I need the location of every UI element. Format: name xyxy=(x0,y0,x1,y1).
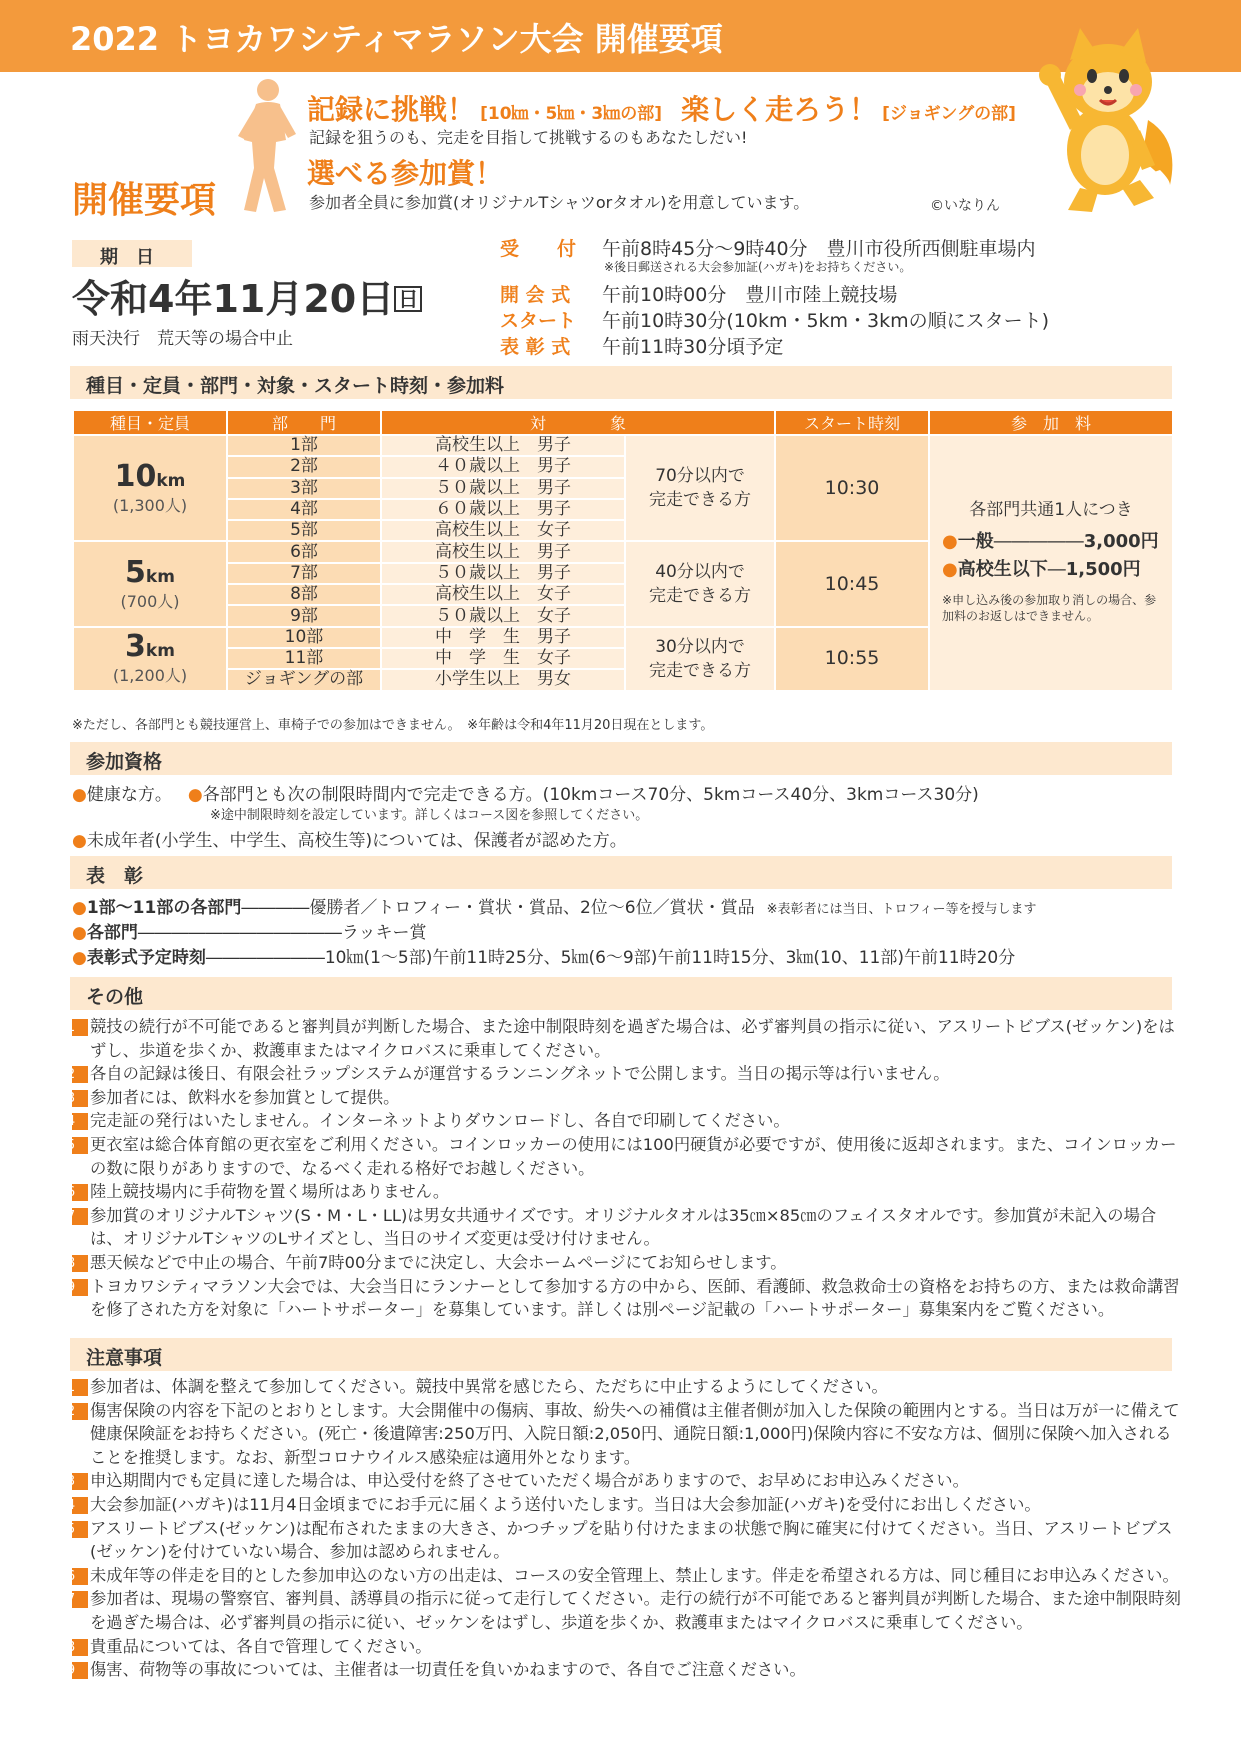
schedule-awards: 表 彰 式 午前11時30分頃予定 xyxy=(500,336,784,358)
schedule-opening: 開 会 式 午前10時00分 豊川市陸上競技場 xyxy=(500,284,898,306)
event-capacity: (700人) xyxy=(120,591,180,611)
runner-silhouette-icon xyxy=(226,78,306,216)
fee-cell xyxy=(929,435,1173,691)
list-item: 7 参加者は、現場の警察官、審判員、誘導員の指示に従って走行してください。走行の続行が不可能であると審判員が判断した場合、また途中制限時刻を過ぎた場合は、必ず審判員の指示に従い、ゼッケンをはずし、歩道を歩くか、救護車またはマイクロバスに乗車してください。 xyxy=(66,1589,1181,1632)
eligibility-item: ●健康な方。 ●各部門とも次の制限時間内で完走できる方。(10kmコース70分、5kmコース40分、3kmコース30分) xyxy=(72,785,979,805)
list-item: 6 未成年等の伴走を目的とした参加申込のない方の出走は、コースの安全管理上、禁止します。伴走を希望される方は、同じ種目にお申込みください。 xyxy=(66,1565,1179,1585)
header-fee: 参 加 料 xyxy=(929,410,1173,435)
list-item: 1 競技の続行が不可能であると審判員が判断した場合、また途中制限時刻を過ぎた場合は、必ず審判員の指示に従い、アスリートビブス(ゼッケン)をはずし、歩道を歩くか、救護車またはマイクロバスに乗車してください。 xyxy=(66,1017,1175,1060)
division-cell: 2部 xyxy=(227,456,381,477)
list-item: 2 傷害保険の内容を下記のとおりとします。大会開催中の傷病、事故、紛失への補償は主催者側が加入した保険の範囲内とする。当日は万が一に備えて健康保険証をお持ちください。(死亡・後遺障害:250万円、入院日額:2,050円、通院日額:1,000円)保険内容に不安な方は、個別に保険へ加入されることを推奨します。なお、新型コロナウイルス感染症は適用外となります。 xyxy=(66,1400,1180,1467)
division-cell: 10部 xyxy=(227,627,381,648)
header-division: 部 門 xyxy=(227,410,381,435)
cautions-section-header: 注意事項 xyxy=(70,1338,1172,1371)
event-distance: 10km xyxy=(114,458,186,494)
list-item: 1 参加者は、体調を整えて参加してください。競技中異常を感じたら、ただちに中止するようにしてください。 xyxy=(66,1377,888,1396)
item-number: 8 xyxy=(72,1639,88,1656)
event-distance-cell xyxy=(73,541,227,626)
fee-general: ●一般―――――3,000円 xyxy=(942,531,1159,553)
target-cell: 高校生以上 男子 xyxy=(381,435,625,456)
list-item: 5 更衣室は総合体育館の更衣室をご利用ください。コインロッカーの使用には100円硬貨が必要ですが、使用後に返却されます。また、コインロッカーの数に限りがありますので、なるべく走れる格好でお越しください。 xyxy=(66,1134,1177,1178)
eligibility-list xyxy=(72,780,979,850)
mascot-credit: ©いなりん xyxy=(930,198,1000,214)
schedule-list xyxy=(500,234,1049,358)
start-time-cell: 10:30 xyxy=(775,435,929,541)
event-weekday: 日 xyxy=(394,286,422,312)
eligibility-note: ※途中制限時刻を設定しています。詳しくはコース図を参照してください。 xyxy=(210,808,649,823)
list-item: 9 トヨカワシティマラソン大会では、大会当日にランナーとして参加する方の中から、医師、看護師、救急救命士の資格をお持ちの方、または救命講習を修了された方を対象に「ハートサポーター」を募集しています。詳しくは別ページ記載の「ハートサポーター」募集案内をご覧ください。 xyxy=(66,1276,1180,1320)
list-item: 4 完走証の発行はいたしません。インターネットよりダウンロードし、各自で印刷してください。 xyxy=(66,1111,790,1131)
event-distance: 5km xyxy=(125,554,175,590)
division-cell: 3部 xyxy=(227,478,381,499)
award-row: ●各部門――――――――――――ラッキー賞 xyxy=(72,923,427,943)
challenge-title: 記録に挑戦！ xyxy=(307,93,476,126)
division-cell: 4部 xyxy=(227,499,381,520)
schedule-reception: 受 付 午前8時45分〜9時40分 豊川市役所西側駐車場内 xyxy=(500,238,1036,260)
eligibility-section-header: 参加資格 xyxy=(70,742,1172,775)
schedule-reception-note: ※後日郵送される大会参加証(ハガキ)をお持ちください。 xyxy=(604,260,912,274)
mascot-fox-icon xyxy=(1030,20,1180,220)
events-footnote: ※ただし、各部門とも競技運営上、車椅子での参加はできません。 ※年齢は令和4年11月20日現在とします。 xyxy=(72,718,714,733)
event-distance-cell xyxy=(73,435,227,541)
list-item: 5 アスリートビブス(ゼッケン)は配布されたままの大きさ、かつチップを貼り付けたままの状態で胸に確実に付けてください。当日、アスリートビブス(ゼッケン)を付けていない場合、参加は認められません。 xyxy=(66,1518,1173,1562)
time-limit-cell: 30分以内で 完走できる方 xyxy=(625,627,775,691)
caution-list xyxy=(66,1375,1182,1682)
division-cell: 1部 xyxy=(227,435,381,456)
other-list xyxy=(66,1015,1182,1322)
fun-title: 楽しく走ろう！ xyxy=(681,93,878,126)
list-item: 8 貴重品については、各自で管理してください。 xyxy=(66,1636,432,1656)
list-item: 6 陸上競技場内に手荷物を置く場所はありません。 xyxy=(66,1182,450,1202)
fee-note: ※申し込み後の参加取り消しの場合、参加料のお返しはできません。 xyxy=(942,593,1157,624)
list-item: 3 申込期間内でも定員に達した場合は、申込受付を終了させていただく場合がありますので、お早めにお申込みください。 xyxy=(66,1471,969,1491)
item-number: 2 xyxy=(72,1403,88,1420)
list-item: 2 各自の記録は後日、有限会社ラップシステムが運営するランニングネットで公開します。当日の掲示等は行いません。 xyxy=(66,1064,950,1084)
hero-headline xyxy=(307,88,1016,128)
item-number: 3 xyxy=(72,1473,88,1490)
target-cell: ６０歳以上 男子 xyxy=(381,499,625,520)
item-number: 1 xyxy=(72,1379,88,1396)
division-cell: ジョギングの部 xyxy=(227,669,381,690)
list-item: 7 参加賞のオリジナルTシャツ(S・M・L・LL)は男女共通サイズです。オリジナルタオルは35㎝×85㎝のフェイスタオルです。参加賞が未記入の場合は、オリジナルTシャツのLサイズとし、当日のサイズ変更は受け付けません。 xyxy=(66,1205,1157,1249)
event-distance: 3km xyxy=(125,629,175,665)
awards-list xyxy=(72,893,1036,968)
target-cell: ４０歳以上 男子 xyxy=(381,456,625,477)
division-cell: 7部 xyxy=(227,563,381,584)
event-date-value: 令和4年11月20日 xyxy=(72,277,395,321)
target-cell: 中 学 生 男子 xyxy=(381,627,625,648)
target-cell: 小学生以上 男女 xyxy=(381,669,625,690)
schedule-start: スタート 午前10時30分(10km・5km・3kmの順にスタート) xyxy=(500,310,1050,332)
date-label: 期 日 xyxy=(100,247,154,268)
item-number: 6 xyxy=(72,1184,88,1201)
time-limit-cell: 40分以内で 完走できる方 xyxy=(625,541,775,626)
item-number: 7 xyxy=(72,1591,88,1608)
item-number: 9 xyxy=(72,1662,88,1679)
target-cell: 高校生以上 女子 xyxy=(381,584,625,605)
list-item: 3 参加者には、飲料水を参加賞として提供。 xyxy=(66,1087,400,1107)
fun-sub: [ジョギングの部] xyxy=(882,104,1016,124)
challenge-desc: 記録を狙うのも、完走を目指して挑戦するのもあなたしだい! xyxy=(309,128,748,147)
other-section-header: その他 xyxy=(70,977,1172,1010)
date-note: 雨天決行 荒天等の場合中止 xyxy=(72,329,293,349)
event-capacity: (1,300人) xyxy=(112,495,188,515)
fee-student: ●高校生以下―1,500円 xyxy=(942,559,1141,581)
awards-section-header: 表 彰 xyxy=(70,856,1172,889)
list-item: 4 大会参加証(ハガキ)は11月4日金頃までにお手元に届くよう送付いたします。当日は大会参加証(ハガキ)を受付にお出しください。 xyxy=(66,1494,1041,1514)
list-item: 9 傷害、荷物等の事故については、主催者は一切責任を負いかねますので、各自でご注意ください。 xyxy=(66,1660,806,1680)
prize-desc: 参加者全員に参加賞(オリジナルTシャツorタオル)を用意しています。 xyxy=(309,193,810,212)
division-cell: 6部 xyxy=(227,541,381,562)
item-number: 1 xyxy=(72,1019,88,1036)
item-number: 7 xyxy=(72,1208,88,1225)
item-number: 4 xyxy=(72,1113,88,1130)
event-date xyxy=(72,268,422,323)
page-title: 2022 トヨカワシティマラソン大会 開催要項 xyxy=(70,20,723,58)
prize-title: 選べる参加賞！ xyxy=(307,157,504,190)
list-item: 8 悪天候などで中止の場合、午前7時00分までに決定し、大会ホームページにてお知らせします。 xyxy=(66,1252,787,1272)
event-table xyxy=(72,409,1174,692)
division-cell: 9部 xyxy=(227,605,381,626)
hero-heading: 開催要項 xyxy=(72,180,217,221)
header-event: 種目・定員 xyxy=(73,410,227,435)
time-limit-cell: 70分以内で 完走できる方 xyxy=(625,435,775,541)
event-capacity: (1,200人) xyxy=(112,666,188,686)
division-cell: 5部 xyxy=(227,520,381,541)
header-start: スタート時刻 xyxy=(775,410,929,435)
table-row xyxy=(73,435,1173,456)
target-cell: 中 学 生 女子 xyxy=(381,648,625,669)
target-cell: ５０歳以上 男子 xyxy=(381,478,625,499)
item-number: 5 xyxy=(72,1521,88,1538)
item-number: 3 xyxy=(72,1090,88,1107)
award-row: ●1部〜11部の各部門――――優勝者／トロフィー・賞状・賞品、2位〜6位／賞状・賞品 ※表彰者には当日、トロフィー等を授与します xyxy=(72,898,1037,918)
header-target: 対 象 xyxy=(381,410,775,435)
table-header-row xyxy=(73,410,1173,435)
date-label-box xyxy=(72,240,192,267)
target-cell: 高校生以上 男子 xyxy=(381,541,625,562)
start-time-cell: 10:45 xyxy=(775,541,929,626)
item-number: 8 xyxy=(72,1255,88,1272)
event-distance-cell xyxy=(73,627,227,691)
item-number: 2 xyxy=(72,1066,88,1083)
target-cell: ５０歳以上 男子 xyxy=(381,563,625,584)
division-cell: 11部 xyxy=(227,648,381,669)
fee-common: 各部門共通1人につき xyxy=(969,500,1133,521)
challenge-sub: [10㎞・5㎞・3㎞の部] xyxy=(480,104,662,124)
division-cell: 8部 xyxy=(227,584,381,605)
award-row: ●表彰式予定時刻―――――――10㎞(1〜5部)午前11時25分、5㎞(6〜9部)午前11時15分、3㎞(10、11部)午前11時20分 xyxy=(72,948,1016,968)
item-number: 9 xyxy=(72,1279,88,1296)
item-number: 6 xyxy=(72,1568,88,1585)
events-section-header: 種目・定員・部門・対象・スタート時刻・参加料 xyxy=(70,366,1172,399)
start-time-cell: 10:55 xyxy=(775,627,929,691)
item-number: 4 xyxy=(72,1497,88,1514)
item-number: 5 xyxy=(72,1137,88,1154)
eligibility-item: ●未成年者(小学生、中学生、高校生等)については、保護者が認めた方。 xyxy=(72,831,627,851)
target-cell: ５０歳以上 女子 xyxy=(381,605,625,626)
target-cell: 高校生以上 女子 xyxy=(381,520,625,541)
